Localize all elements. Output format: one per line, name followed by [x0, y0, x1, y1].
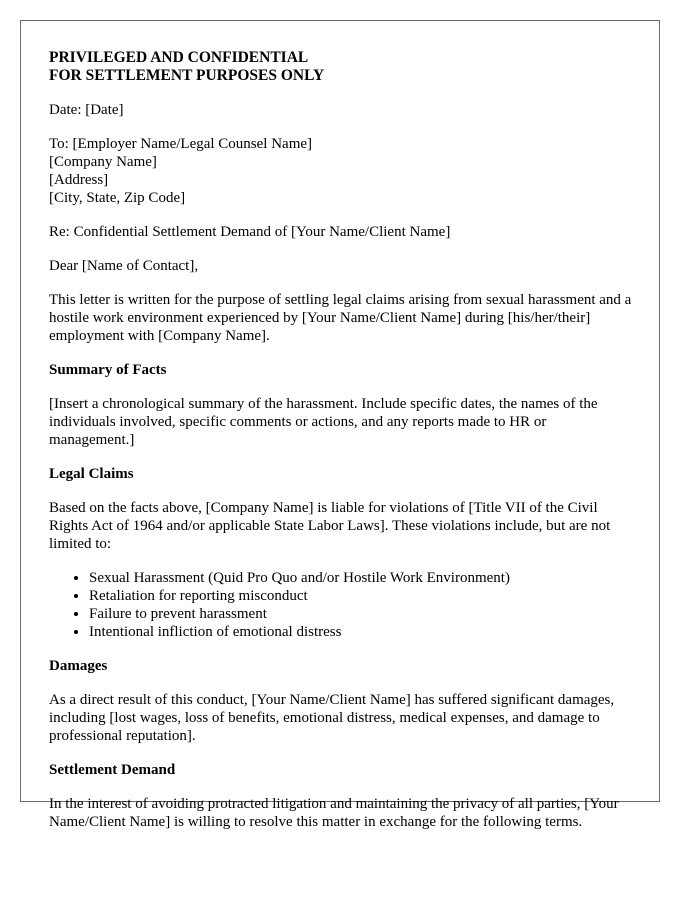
claims-heading: Legal Claims: [49, 466, 134, 482]
facts-paragraph: [Insert a chronological summary of the harassment. Include specific dates, the names of the individuals involved, specific comments or actions, and any reports made to HR or management.]: [49, 396, 598, 448]
facts-heading: Summary of Facts: [49, 362, 167, 378]
claims-paragraph: Based on the facts above, [Company Name] is liable for violations of [Title VII of the Civil Rights Act of 1964 and/or applicable State Labor Laws]. These violations include, but are not limited to:: [49, 500, 611, 552]
recipient-city: [City, State, Zip Code]: [49, 190, 186, 206]
letter-date: Date: [Date]: [49, 102, 124, 118]
confidential-header: [49, 49, 635, 85]
recipient-street: [Address]: [49, 172, 109, 188]
damages-heading: Damages: [49, 658, 108, 674]
damages-paragraph: As a direct result of this conduct, [Your Name/Client Name] has suffered significant damages, including [lost wages, loss of benefits, emotional distress, medical expenses, and damage to professional reputation].: [49, 692, 615, 744]
header-line-privileged: PRIVILEGED AND CONFIDENTIAL: [49, 49, 309, 66]
claims-list: [49, 569, 635, 641]
salutation: Dear [Name of Contact],: [49, 258, 199, 274]
recipient-company: [Company Name]: [49, 154, 157, 170]
subject-line: Re: Confidential Settlement Demand of [Your Name/Client Name]: [49, 224, 451, 240]
list-item: • Intentional infliction of emotional distress: [89, 623, 635, 641]
list-item: • Sexual Harassment (Quid Pro Quo and/or Hostile Work Environment): [89, 569, 635, 587]
demand-heading: Settlement Demand: [49, 762, 176, 778]
header-line-settlement: FOR SETTLEMENT PURPOSES ONLY: [49, 67, 325, 84]
document-page: [20, 20, 660, 830]
letter-content: [49, 49, 635, 847]
demand-paragraph: In the interest of avoiding protracted litigation and maintaining the privacy of all parties, [Your Name/Client Name] is willing to resolve this matter in exchange for the following terms.: [49, 796, 619, 830]
list-item: • Failure to prevent harassment: [89, 605, 635, 623]
intro-paragraph: This letter is written for the purpose of settling legal claims arising from sexual harassment and a hostile work environment experienced by [Your Name/Client Name] during [his/her/their] employment with [Company Name].: [49, 292, 632, 344]
recipient-address: [49, 135, 635, 207]
recipient-name: To: [Employer Name/Legal Counsel Name]: [49, 136, 313, 152]
list-item: • Retaliation for reporting misconduct: [89, 587, 635, 605]
